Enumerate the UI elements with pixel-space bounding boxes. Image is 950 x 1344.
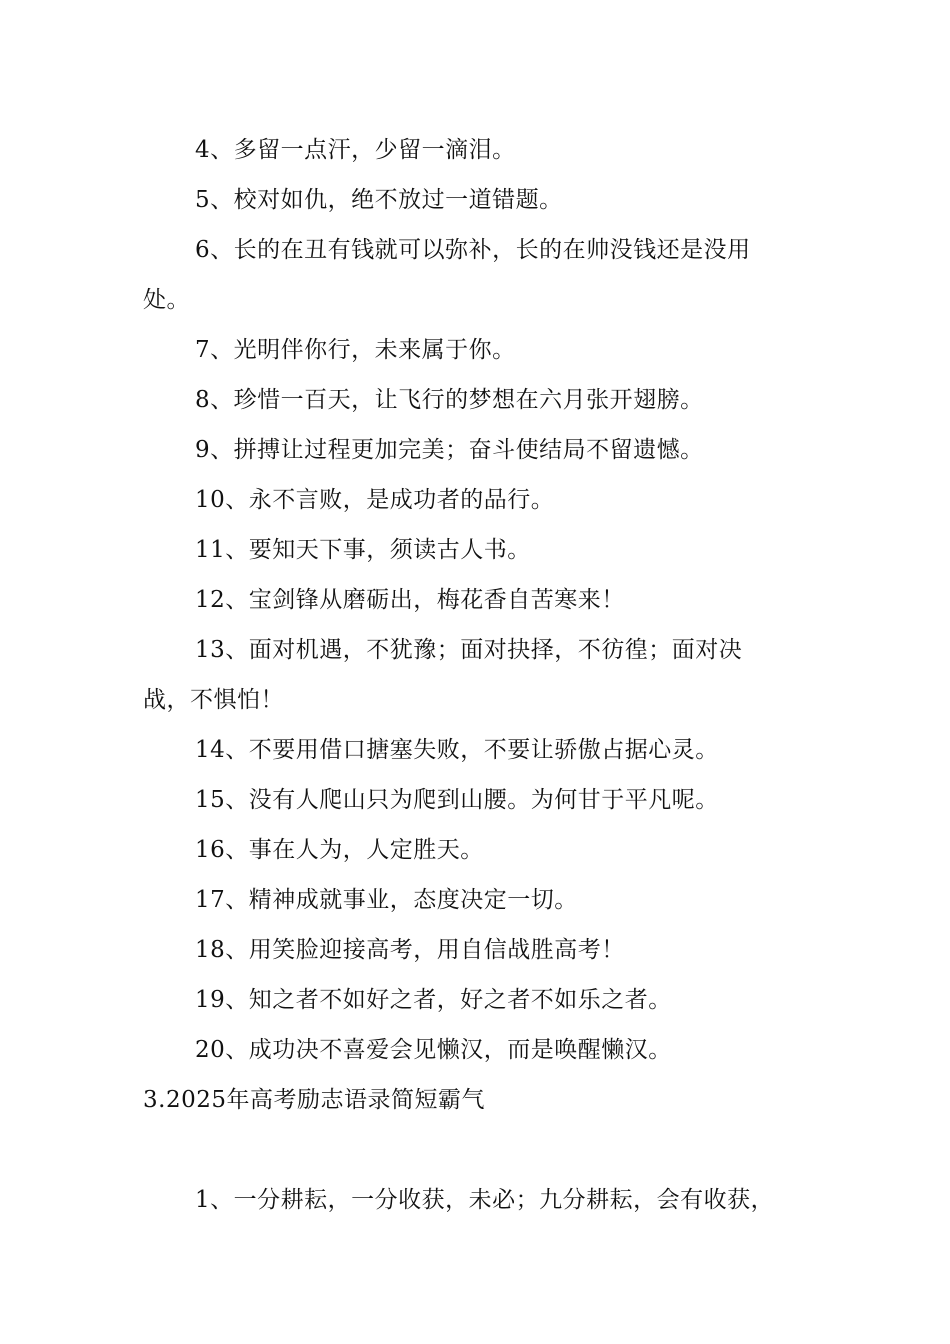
quote-line-4: 4、多留一点汗，少留一滴泪。 bbox=[195, 137, 516, 163]
quote-line-10: 10、永不言败，是成功者的品行。 bbox=[195, 487, 555, 513]
quote-line-6: 6、长的在丑有钱就可以弥补，长的在帅没钱还是没用 bbox=[195, 237, 751, 263]
quote-line-13: 13、面对机遇，不犹豫；面对抉择，不彷徨；面对决 bbox=[195, 637, 743, 663]
quote-line-7: 7、光明伴你行，未来属于你。 bbox=[195, 337, 516, 363]
quote-line-8: 8、珍惜一百天，让飞行的梦想在六月张开翅膀。 bbox=[195, 387, 704, 413]
quote-line-6-continued: 处。 bbox=[143, 287, 190, 313]
section-heading: 3.2025年高考励志语录简短霸气 bbox=[143, 1087, 485, 1113]
quote-line-17: 17、精神成就事业，态度决定一切。 bbox=[195, 887, 578, 913]
quote-line-12: 12、宝剑锋从磨砺出，梅花香自苦寒来！ bbox=[195, 587, 625, 613]
quote-line-11: 11、要知天下事，须读古人书。 bbox=[195, 537, 531, 563]
quote-line-9: 9、拼搏让过程更加完美；奋斗使结局不留遗憾。 bbox=[195, 437, 704, 463]
quote-line-16: 16、事在人为，人定胜天。 bbox=[195, 837, 484, 863]
quote-line-19: 19、知之者不如好之者，好之者不如乐之者。 bbox=[195, 987, 672, 1013]
quote-line-next-1: 1、一分耕耘，一分收获，未必；九分耕耘，会有收获， bbox=[195, 1187, 775, 1213]
quote-line-5: 5、校对如仇，绝不放过一道错题。 bbox=[195, 187, 563, 213]
quote-line-14: 14、不要用借口搪塞失败，不要让骄傲占据心灵。 bbox=[195, 737, 719, 763]
quote-line-13-continued: 战，不惧怕！ bbox=[143, 687, 284, 713]
quote-line-20: 20、成功决不喜爱会见懒汉，而是唤醒懒汉。 bbox=[195, 1037, 672, 1063]
quote-line-18: 18、用笑脸迎接高考，用自信战胜高考！ bbox=[195, 937, 625, 963]
quote-line-15: 15、没有人爬山只为爬到山腰。为何甘于平凡呢。 bbox=[195, 787, 719, 813]
